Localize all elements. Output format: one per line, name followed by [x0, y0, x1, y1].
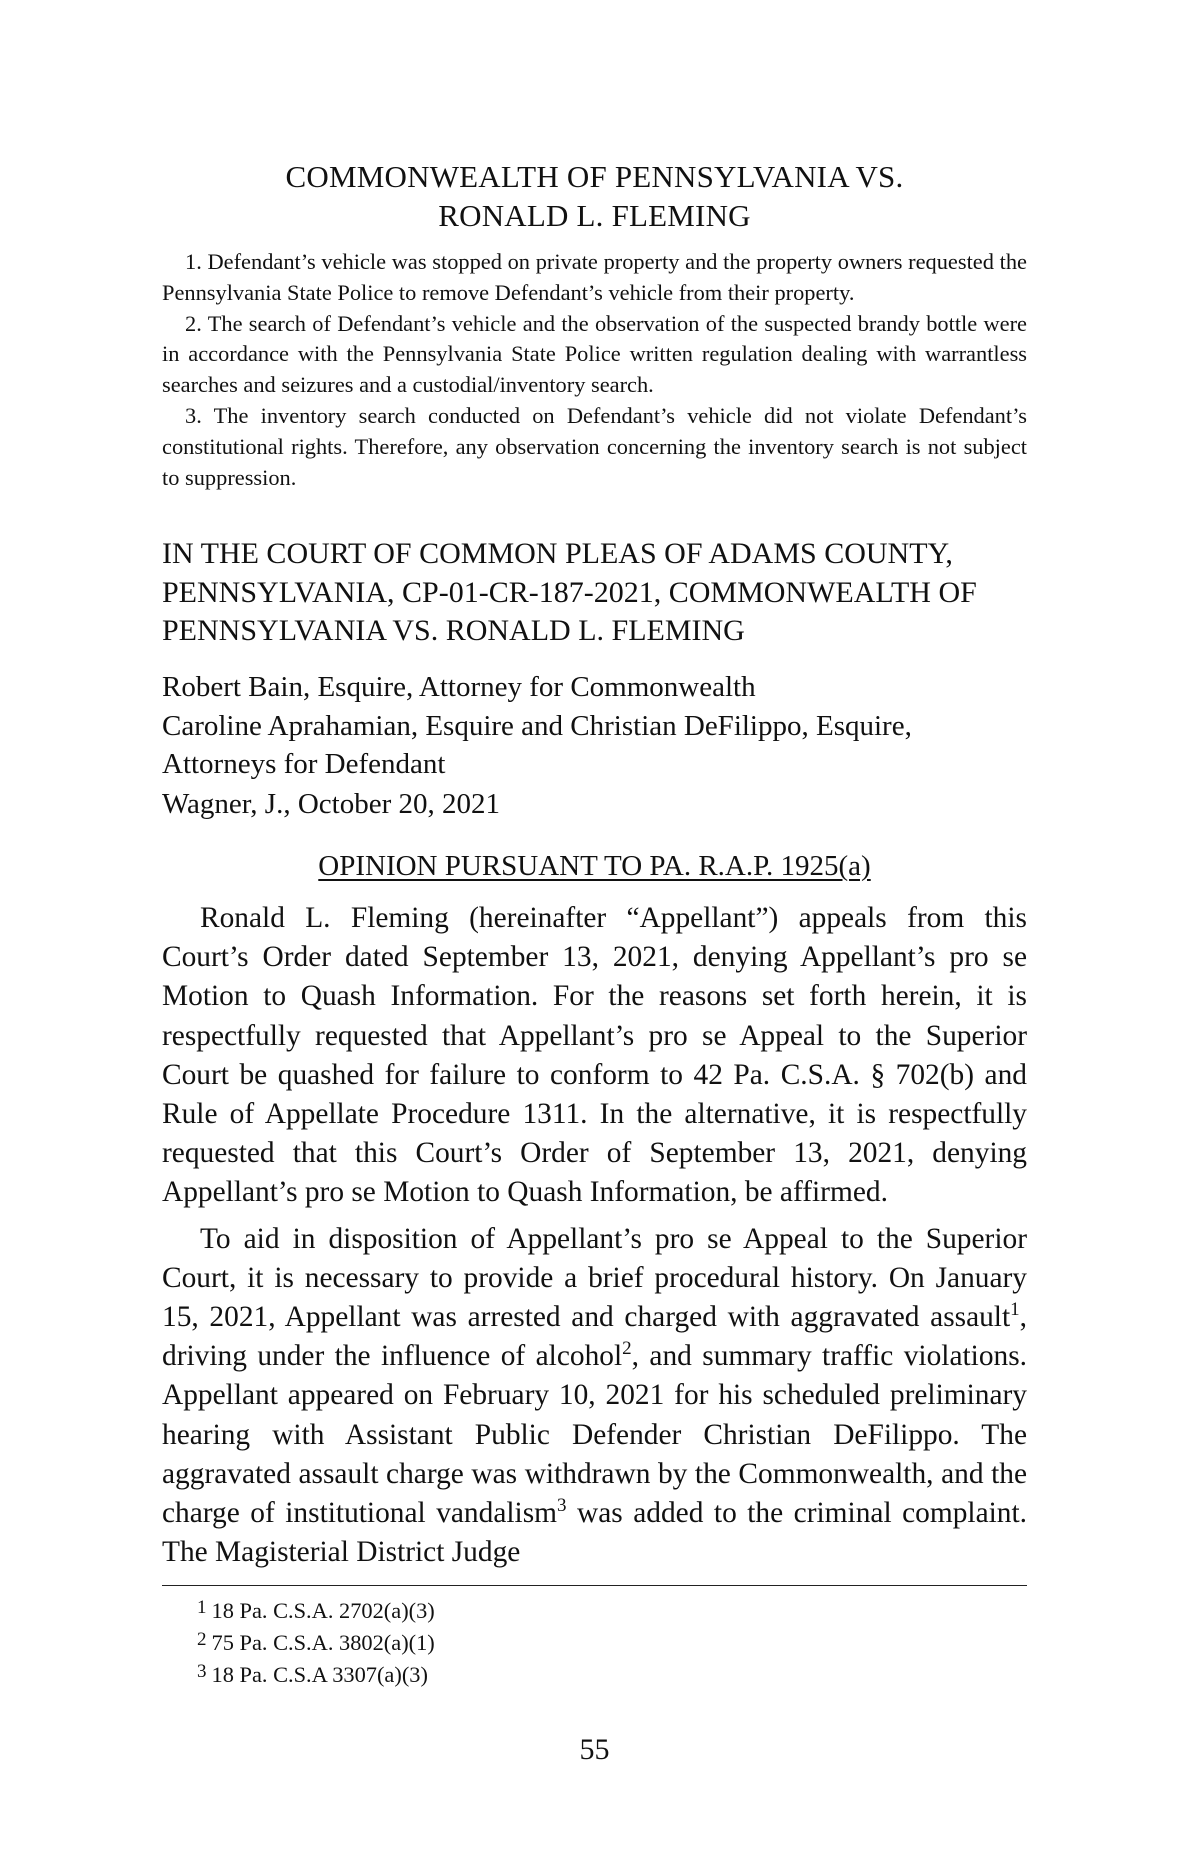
defense-counsel-line-1: Caroline Aprahamian, Esquire and Christian DeFilippo, Esquire, [162, 709, 912, 742]
footnote-3-text: 18 Pa. C.S.A 3307(a)(3) [211, 1662, 428, 1687]
body-paragraph-2-part-b: , driving under the influence of alcohol [162, 1301, 1027, 1373]
footnote-2-mark: 2 [197, 1629, 207, 1650]
page-number: 55 [579, 1733, 610, 1766]
headnote-3: 3. The inventory search conducted on Defendant’s vehicle did not violate Defendant’s constitutional rights. Therefore, any observation concerning the inventory search is not subject to suppression. [162, 402, 1027, 490]
footnotes [162, 1593, 1027, 1689]
body-paragraph-2-part-c: , and summary traffic violations. Appellant appeared on February 10, 2021 for his scheduled preliminary hearing with Assistant Public Defender Christian DeFilippo. The aggravated assault charge was withdrawn by the Commonwealth, and the charge of institutional vandalism [162, 1340, 1027, 1530]
footnote-1 [162, 1593, 1027, 1625]
footnote-ref-3: 3 [557, 1495, 567, 1517]
opinion-heading [162, 847, 1027, 885]
opinion-body [162, 899, 1027, 1579]
headnote-2: 2. The search of Defendant’s vehicle and the observation of the suspected brandy bottle were in accordance with the Pennsylvania State Police written regulation dealing with warrantless searches and seizures and a custodial/inventory search. [162, 310, 1027, 398]
footnote-3 [162, 1657, 1027, 1689]
headnotes [162, 247, 1027, 493]
case-title-line-2: RONALD L. FLEMING [438, 198, 751, 233]
body-paragraph-2-part-a: To aid in disposition of Appellant’s pro se Appeal to the Superior Court, it is necessary to provide a brief procedural history. On January 15, 2021, Appellant was arrested and charged with aggravated assault [162, 1222, 1027, 1334]
footnote-ref-2: 2 [622, 1338, 632, 1360]
footnote-ref-1: 1 [1010, 1299, 1020, 1321]
court-caption: IN THE COURT OF COMMON PLEAS OF ADAMS COUNTY, PENNSYLVANIA, CP-01-CR-187-2021, COMMONWEALTH OF PENNSYLVANIA VS. RONALD L. FLEMING [162, 537, 977, 647]
defense-counsel-line-2: Attorneys for Defendant [162, 748, 446, 780]
opinion-heading-text: OPINION PURSUANT TO PA. R.A.P. 1925(a) [318, 850, 871, 882]
case-title [162, 157, 1027, 235]
footnote-3-mark: 3 [197, 1661, 207, 1682]
commonwealth-counsel: Robert Bain, Esquire, Attorney for Commonwealth [162, 671, 756, 703]
case-title-line-1: COMMONWEALTH OF PENNSYLVANIA VS. [285, 159, 904, 194]
headnote-1: 1. Defendant’s vehicle was stopped on private property and the property owners requested the Pennsylvania State Police to remove Defendant’s vehicle from their property. [162, 249, 1027, 305]
body-paragraph-2 [162, 1220, 1027, 1573]
body-paragraph-1: Ronald L. Fleming (hereinafter “Appellant”) appeals from this Court’s Order dated September 13, 2021, denying Appellant’s pro se Motion to Quash Information. For the reasons set forth herein, it is respectfully requested that Appellant’s pro se Appeal to the Superior Court be quashed for failure to conform to 42 Pa. C.S.A. § 702(b) and Rule of Appellate Procedure 1311. In the alternative, it is respectfully requested that this Court’s Order of September 13, 2021, denying Appellant’s pro se Motion to Quash Information, be affirmed. [162, 902, 1027, 1209]
footnote-1-text: 18 Pa. C.S.A. 2702(a)(3) [211, 1598, 435, 1623]
footnote-2 [162, 1625, 1027, 1657]
judge-date-line: Wagner, J., October 20, 2021 [162, 788, 500, 820]
footnote-1-mark: 1 [197, 1597, 207, 1618]
counsel-block [162, 668, 1027, 784]
footnote-divider [162, 1585, 1027, 1586]
footnote-2-text: 75 Pa. C.S.A. 3802(a)(1) [211, 1630, 435, 1655]
body-paragraph-2-part-d: was added to the criminal complaint. The Magisterial District Judge [162, 1497, 1027, 1569]
